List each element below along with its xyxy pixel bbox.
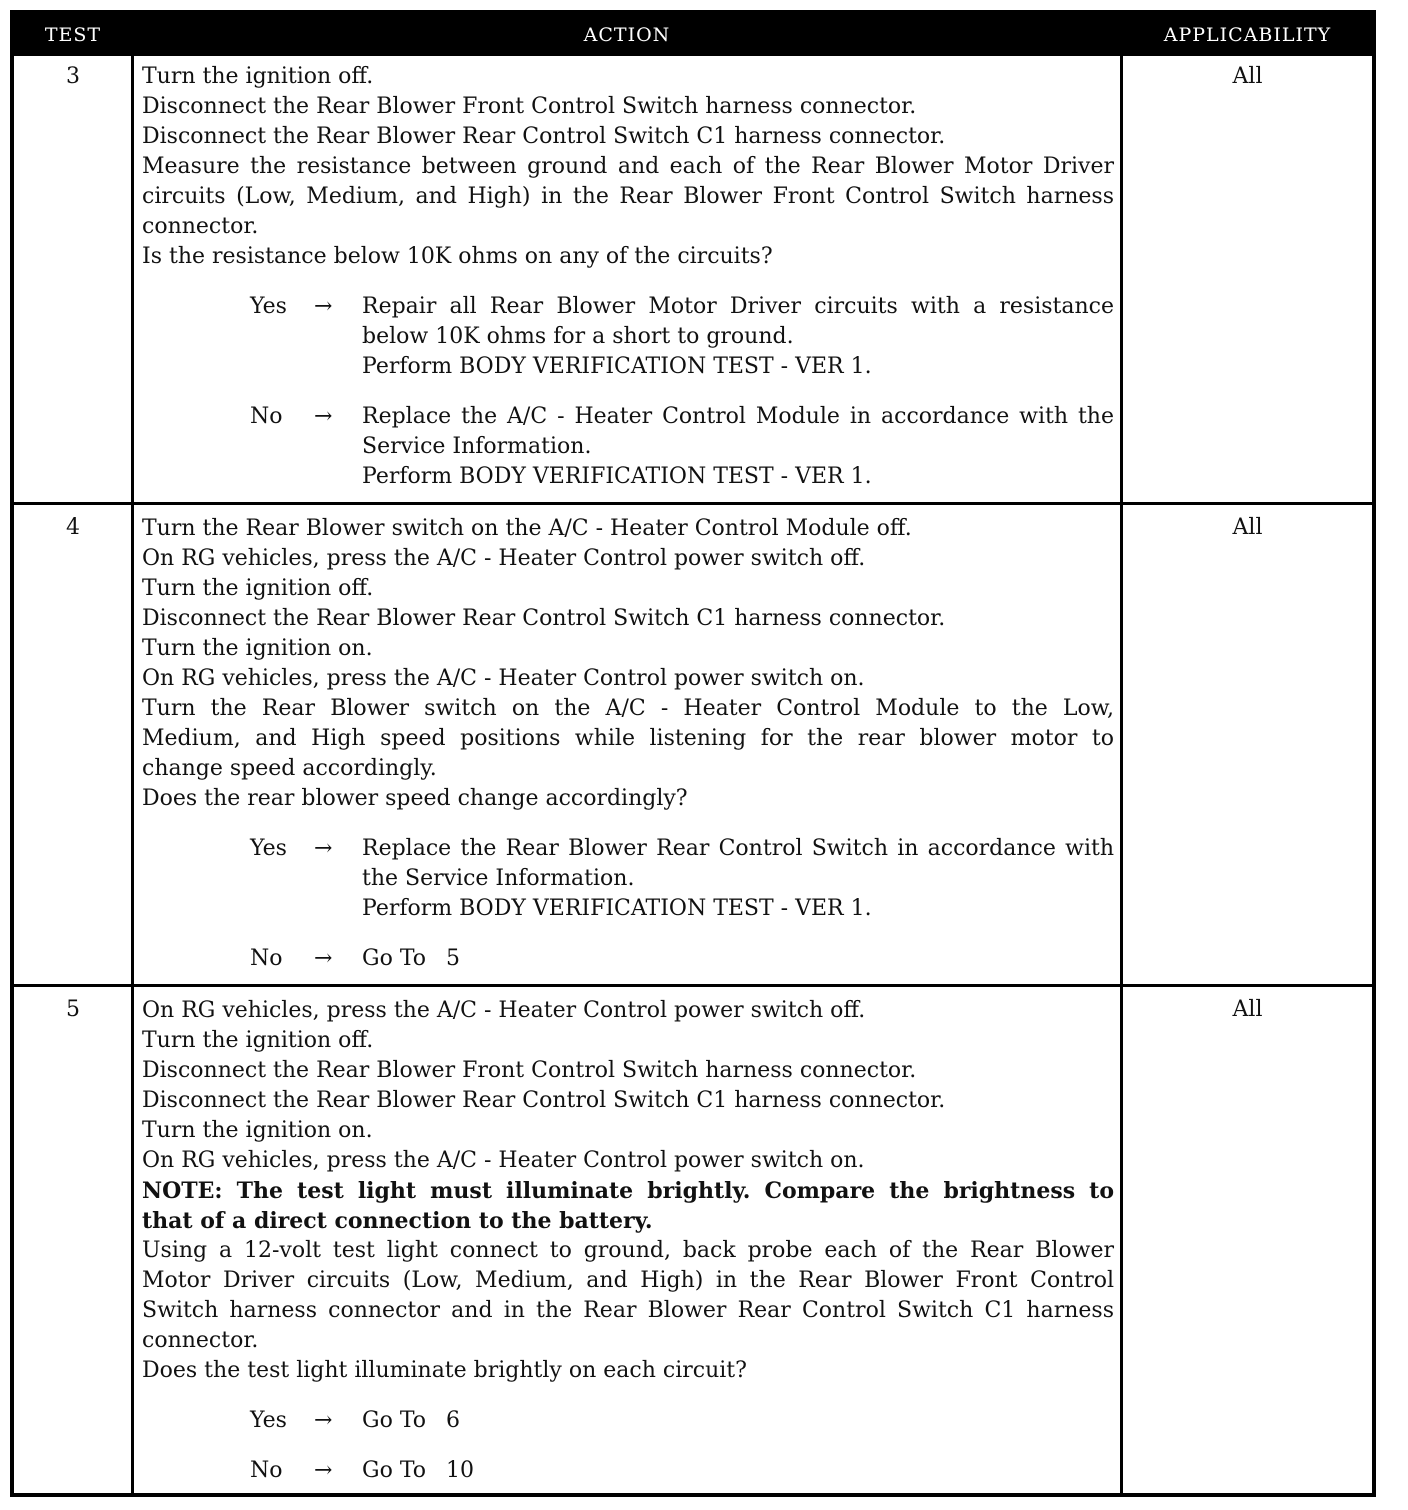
test-number: 5 <box>66 997 80 1022</box>
column-divider <box>131 56 134 1497</box>
no-label: No <box>250 946 283 971</box>
action-line: Disconnect the Rear Blower Front Control Switch harness connector. <box>142 94 917 119</box>
result-line: Replace the A/C - Heater Control Module in accordance with the <box>362 404 1114 429</box>
action-line: Turn the ignition on. <box>142 636 373 661</box>
action-text <box>142 996 1114 1486</box>
action-line: On RG vehicles, press the A/C - Heater Control power switch on. <box>142 666 865 691</box>
test-number: 3 <box>66 64 80 89</box>
table-header <box>14 14 1372 56</box>
no-branch <box>142 944 1114 974</box>
action-line: Turn the ignition off. <box>142 64 374 89</box>
row-divider <box>14 502 1372 505</box>
no-branch <box>142 1456 1114 1486</box>
result-line: Service Information. <box>362 434 592 459</box>
result-line: Replace the Rear Blower Rear Control Switch in accordance with <box>362 836 1114 861</box>
goto-target: 10 <box>446 1458 475 1483</box>
goto-label: Go To <box>362 946 427 971</box>
action-line: Is the resistance below 10K ohms on any of the circuits? <box>142 244 773 269</box>
arrow-icon: → <box>314 404 333 429</box>
goto-target: 5 <box>446 946 461 971</box>
action-line: On RG vehicles, press the A/C - Heater Control power switch on. <box>142 1148 865 1173</box>
action-line: Turn the ignition on. <box>142 1118 373 1143</box>
yes-label: Yes <box>250 294 287 319</box>
result-line: below 10K ohms for a short to ground. <box>362 324 794 349</box>
action-line: Turn the Rear Blower switch on the A/C - Heater Control Module off. <box>142 516 912 541</box>
goto-line <box>362 1456 1114 1486</box>
result-line: Perform BODY VERIFICATION TEST - VER 1. <box>362 896 872 921</box>
note-line: that of a direct connection to the battery. <box>142 1208 653 1234</box>
action-line: connector. <box>142 214 259 239</box>
arrow-icon: → <box>314 294 333 319</box>
yes-branch <box>142 1406 1114 1436</box>
goto-label: Go To <box>362 1408 427 1433</box>
action-line: Switch harness connector and in the Rear Blower Rear Control Switch C1 harness <box>142 1298 1114 1323</box>
action-line: Does the rear blower speed change accordingly? <box>142 786 688 811</box>
action-line: Disconnect the Rear Blower Rear Control Switch C1 harness connector. <box>142 124 946 149</box>
no-label: No <box>250 404 283 429</box>
result-line: Perform BODY VERIFICATION TEST - VER 1. <box>362 354 872 379</box>
action-line: Turn the Rear Blower switch on the A/C - Heater Control Module to the Low, <box>142 696 1114 721</box>
arrow-icon: → <box>314 1408 333 1433</box>
result-line: Perform BODY VERIFICATION TEST - VER 1. <box>362 464 872 489</box>
action-line: Motor Driver circuits (Low, Medium, and High) in the Rear Blower Front Control <box>142 1268 1114 1293</box>
arrow-icon: → <box>314 1458 333 1483</box>
applicability-value: All <box>1232 997 1263 1022</box>
applicability-value: All <box>1232 64 1263 89</box>
note-line: NOTE: The test light must illuminate brightly. Compare the brightness to <box>142 1178 1114 1204</box>
goto-line <box>362 1406 1114 1436</box>
action-line: Measure the resistance between ground and each of the Rear Blower Motor Driver <box>142 154 1114 179</box>
yes-label: Yes <box>250 1408 287 1433</box>
action-line: Turn the ignition off. <box>142 1028 374 1053</box>
action-line: Disconnect the Rear Blower Front Control Switch harness connector. <box>142 1058 917 1083</box>
applicability-value: All <box>1232 515 1263 540</box>
arrow-icon: → <box>314 946 333 971</box>
yes-branch <box>142 834 1114 924</box>
goto-label: Go To <box>362 1458 427 1483</box>
action-line: Disconnect the Rear Blower Rear Control Switch C1 harness connector. <box>142 606 946 631</box>
diagnostic-test-table <box>10 10 1376 1497</box>
action-line: change speed accordingly. <box>142 756 437 781</box>
action-line: Using a 12-volt test light connect to ground, back probe each of the Rear Blower <box>142 1238 1114 1263</box>
action-line: Turn the ignition off. <box>142 576 374 601</box>
row-divider <box>14 984 1372 987</box>
action-text <box>142 62 1114 492</box>
goto-line <box>362 944 1114 974</box>
column-divider <box>1120 56 1123 1497</box>
yes-branch <box>142 292 1114 382</box>
header-action: ACTION <box>583 24 671 46</box>
result-line: Repair all Rear Blower Motor Driver circuits with a resistance <box>362 294 1114 319</box>
action-line: Does the test light illuminate brightly on each circuit? <box>142 1358 747 1383</box>
header-applicability: APPLICABILITY <box>1163 24 1332 46</box>
action-text <box>142 514 1114 974</box>
action-line: On RG vehicles, press the A/C - Heater Control power switch off. <box>142 546 866 571</box>
yes-label: Yes <box>250 836 287 861</box>
result-line: the Service Information. <box>362 866 635 891</box>
test-number: 4 <box>66 515 80 540</box>
no-label: No <box>250 1458 283 1483</box>
action-line: Disconnect the Rear Blower Rear Control Switch C1 harness connector. <box>142 1088 946 1113</box>
arrow-icon: → <box>314 836 333 861</box>
no-branch <box>142 402 1114 492</box>
action-line: On RG vehicles, press the A/C - Heater Control power switch off. <box>142 998 866 1023</box>
header-test: TEST <box>44 24 102 46</box>
action-line: connector. <box>142 1328 259 1353</box>
action-line: circuits (Low, Medium, and High) in the Rear Blower Front Control Switch harness <box>142 184 1114 209</box>
action-line: Medium, and High speed positions while listening for the rear blower motor to <box>142 726 1114 751</box>
goto-target: 6 <box>446 1408 461 1433</box>
